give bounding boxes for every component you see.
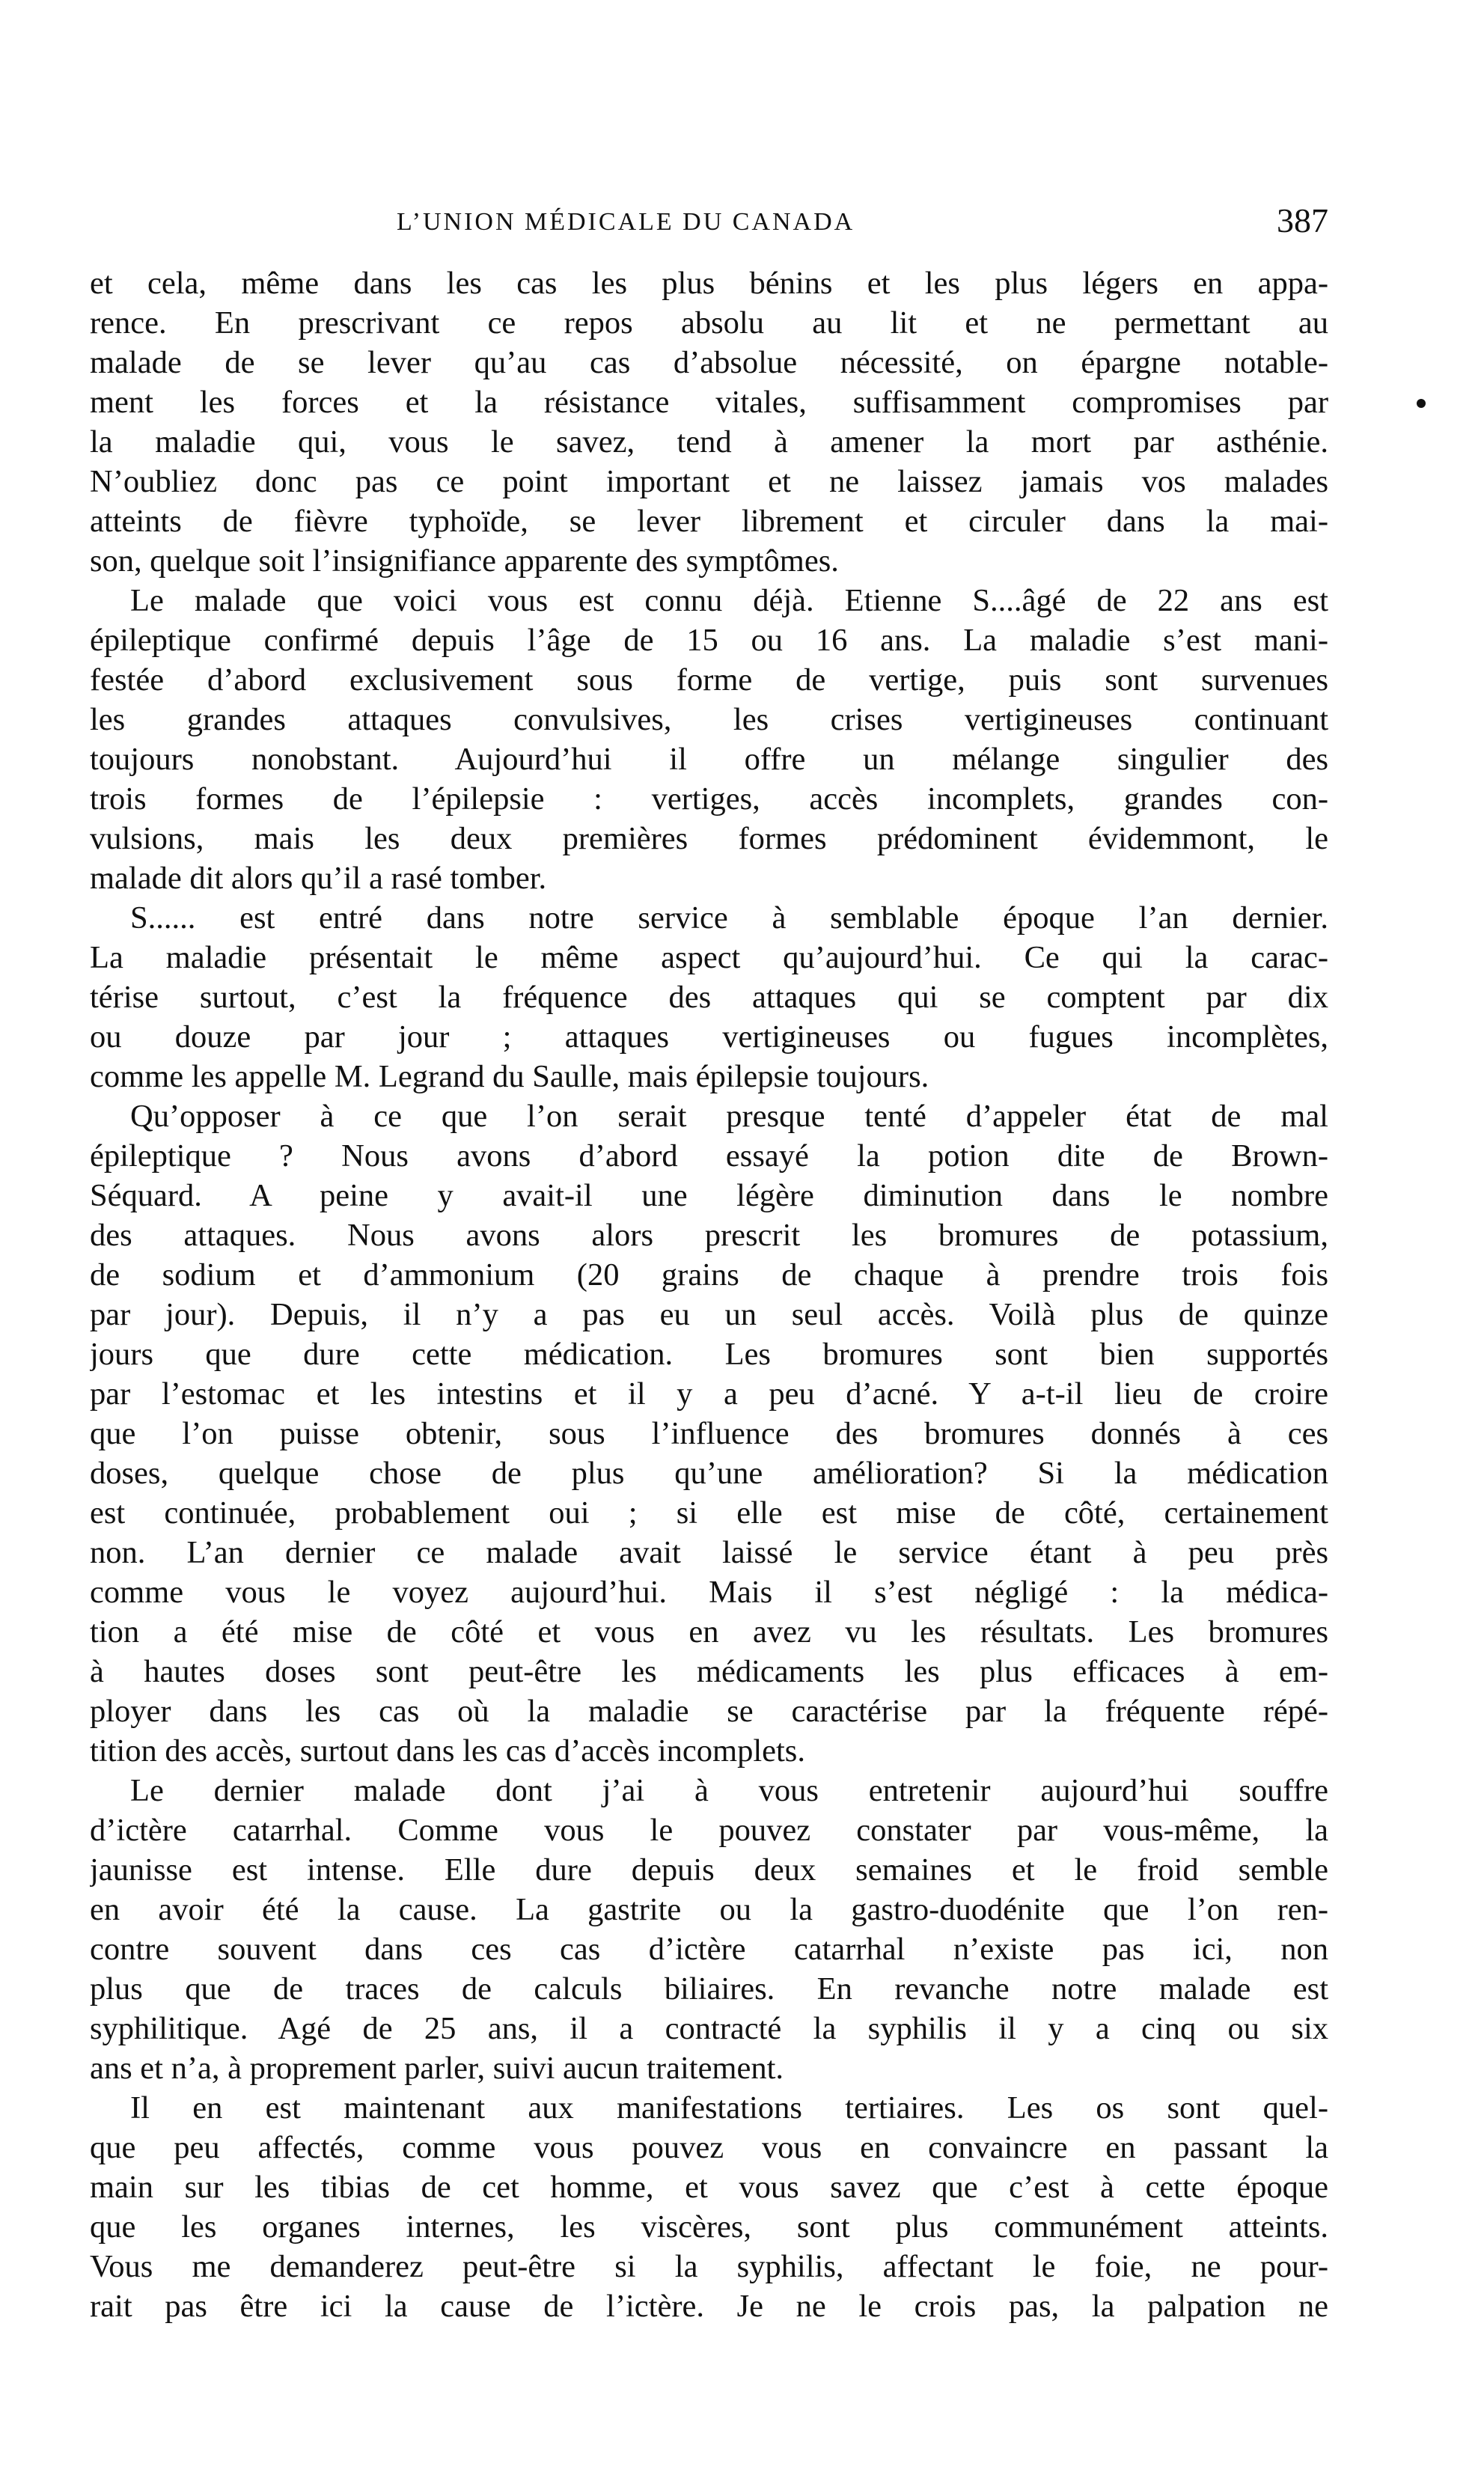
text-line: Séquard. A peine y avait-il une légère diminution dans le nombre — [90, 1178, 1328, 1213]
text-line: que les organes internes, les viscères, sont plus communément atteints. — [90, 2209, 1328, 2245]
text-line: Vous me demanderez peut-être si la syphilis, affectant le foie, ne pour- — [90, 2249, 1328, 2284]
text-line: son, quelque soit l’insignifiance apparente des symptômes. — [90, 543, 839, 579]
text-line: La maladie présentait le même aspect qu’aujourd’hui. Ce qui la carac- — [90, 940, 1328, 975]
text-line: Il en est maintenant aux manifestations tertiaires. Les os sont quel- — [130, 2090, 1328, 2126]
article-body — [90, 263, 1328, 2434]
text-line: contre souvent dans ces cas d’ictère catarrhal n’existe pas ici, non — [90, 1932, 1328, 1967]
text-line: tion a été mise de côté et vous en avez vu les résultats. Les bromures — [90, 1614, 1328, 1650]
text-line: que peu affectés, comme vous pouvez vous en convaincre en passant la — [90, 2130, 1328, 2165]
text-line: jaunisse est intense. Elle dure depuis deux semaines et le froid semble — [90, 1852, 1328, 1888]
text-line: festée d’abord exclusivement sous forme de vertige, puis sont survenues — [90, 662, 1328, 698]
text-line: rait pas être ici la cause de l’ictère. Je ne le crois pas, la palpation ne — [90, 2289, 1328, 2324]
text-line: Le malade que voici vous est connu déjà. Etienne S....âgé de 22 ans est — [130, 583, 1328, 618]
text-line: N’oubliez donc pas ce point important et ne laissez jamais vos malades — [90, 464, 1328, 499]
text-line: de sodium et d’ammonium (20 grains de chaque à prendre trois fois — [90, 1257, 1328, 1293]
text-line: la maladie qui, vous le savez, tend à amener la mort par asthénie. — [90, 424, 1328, 460]
text-line: en avoir été la cause. La gastrite ou la gastro-duodénite que l’on ren- — [90, 1892, 1328, 1927]
text-line: ployer dans les cas où la maladie se caractérise par la fréquente répé- — [90, 1694, 1328, 1729]
text-line: d’ictère catarrhal. Comme vous le pouvez constater par vous-même, la — [90, 1813, 1328, 1848]
page-header — [90, 201, 1328, 245]
text-line: épileptique ? Nous avons d’abord essayé la potion dite de Brown- — [90, 1138, 1328, 1174]
text-line: ans et n’a, à proprement parler, suivi aucun traitement. — [90, 2051, 784, 2086]
text-line: Le dernier malade dont j’ai à vous entretenir aujourd’hui souffre — [130, 1773, 1328, 1808]
text-line: comme les appelle M. Legrand du Saulle, mais épilepsie toujours. — [90, 1059, 929, 1094]
text-line: main sur les tibias de cet homme, et vous savez que c’est à cette époque — [90, 2170, 1328, 2205]
text-line: jours que dure cette médication. Les bromures sont bien supportés — [90, 1337, 1328, 1372]
text-line: et cela, même dans les cas les plus bénins et les plus légers en appa- — [90, 266, 1328, 301]
text-line: ou douze par jour ; attaques vertigineuses ou fugues incomplètes, — [90, 1019, 1328, 1055]
text-line: trois formes de l’épilepsie : vertiges, accès incomplets, grandes con- — [90, 781, 1328, 817]
running-title: L’UNION MÉDICALE DU CANADA — [397, 208, 855, 236]
text-line: térise surtout, c’est la fréquence des attaques qui se comptent par dix — [90, 980, 1328, 1015]
text-line: syphilitique. Agé de 25 ans, il a contracté la syphilis il y a cinq ou six — [90, 2011, 1328, 2046]
text-line: épileptique confirmé depuis l’âge de 15 ou 16 ans. La maladie s’est mani- — [90, 623, 1328, 658]
text-line: malade de se lever qu’au cas d’absolue nécessité, on épargne notable- — [90, 345, 1328, 380]
text-line: doses, quelque chose de plus qu’une amélioration? Si la médication — [90, 1456, 1328, 1491]
text-line: est continuée, probablement oui ; si elle est mise de côté, certainement — [90, 1495, 1328, 1531]
text-line: malade dit alors qu’il a rasé tomber. — [90, 861, 547, 896]
text-line: ment les forces et la résistance vitales, suffisamment compromises par — [90, 385, 1328, 420]
text-line: vulsions, mais les deux premières formes prédominent évidemmont, le — [90, 821, 1328, 856]
text-line: plus que de traces de calculs biliaires. En revanche notre malade est — [90, 1971, 1328, 2007]
text-line: non. L’an dernier ce malade avait laissé le service étant à peu près — [90, 1535, 1328, 1570]
text-line: tition des accès, surtout dans les cas d’accès incomplets. — [90, 1733, 805, 1769]
text-line: par l’estomac et les intestins et il y a peu d’acné. Y a-t-il lieu de croire — [90, 1376, 1328, 1412]
text-line: toujours nonobstant. Aujourd’hui il offre un mélange singulier des — [90, 742, 1328, 777]
page-number: 387 — [1277, 201, 1328, 239]
text-line: comme vous le voyez aujourd’hui. Mais il s’est négligé : la médica- — [90, 1575, 1328, 1610]
text-line: Qu’opposer à ce que l’on serait presque tenté d’appeler état de mal — [130, 1099, 1328, 1134]
text-line: des attaques. Nous avons alors prescrit les bromures de potassium, — [90, 1218, 1328, 1253]
text-line: que l’on puisse obtenir, sous l’influence des bromures donnés à ces — [90, 1416, 1328, 1451]
margin-mark — [1417, 399, 1426, 408]
text-line: les grandes attaques convulsives, les crises vertigineuses continuant — [90, 702, 1328, 737]
text-line: par jour). Depuis, il n’y a pas eu un seul accès. Voilà plus de quinze — [90, 1297, 1328, 1332]
text-line: S...... est entré dans notre service à semblable époque l’an dernier. — [130, 900, 1328, 936]
text-line: atteints de fièvre typhoïde, se lever librement et circuler dans la mai- — [90, 504, 1328, 539]
text-line: à hautes doses sont peut-être les médicaments les plus efficaces à em- — [90, 1654, 1328, 1689]
text-line: rence. En prescrivant ce repos absolu au lit et ne permettant au — [90, 305, 1328, 341]
